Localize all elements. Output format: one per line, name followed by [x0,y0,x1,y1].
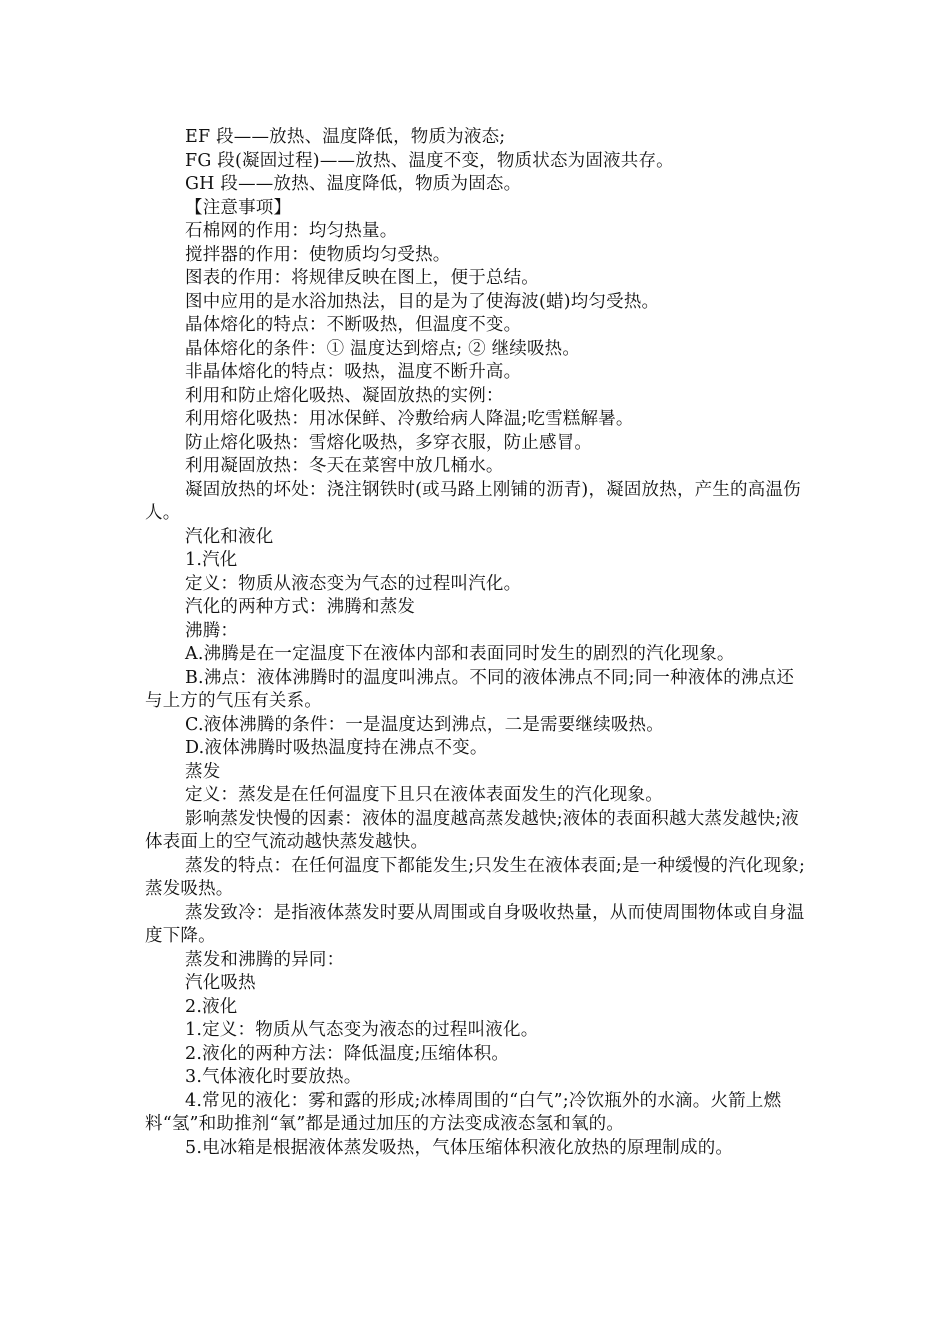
paragraph-boiling-d: D.液体沸腾时吸热温度持在沸点不变。 [185,738,488,758]
paragraph-vaporization-definition: 定义：物质从液态变为气态的过程叫汽化。 [185,573,522,594]
paragraph-use-melting: 利用熔化吸热：用冰保鲜、冷敷给病人降温;吃雪糕解暑。 [185,409,634,429]
paragraph-evaporative-cooling: 蒸发致冷：是指液体蒸发时要从周围或自身吸收热量，从而使周围物体或自身温度下降。 [145,902,805,946]
paragraph-examples-heading: 利用和防止熔化吸热、凝固放热的实例： [185,385,504,406]
section-heading-notes: 【注意事项】 [185,197,292,218]
subheading-liquefaction: 2.液化 [185,996,238,1017]
paragraph-water-bath: 图中应用的是水浴加热法，目的是为了使海波(蜡)均匀受热。 [185,291,660,312]
paragraph-solidifying-harm: 凝固放热的坏处：浇注钢铁时(或马路上刚铺的沥青)，凝固放热，产生的高温伤人。 [145,479,801,523]
paragraph-boiling-c: C.液体沸腾的条件：一是温度达到沸点，二是需要继续吸热。 [185,714,664,735]
paragraph-liquefaction-releases-heat: 3.气体液化时要放热。 [185,1067,362,1087]
paragraph-stirrer: 搅拌器的作用：使物质均匀受热。 [185,244,451,265]
paragraph-use-solidifying: 利用凝固放热：冬天在菜窖中放几桶水。 [185,456,504,476]
paragraph-amorphous-melting: 非晶体熔化的特点：吸热，温度不断升高。 [185,362,522,382]
paragraph-ef-segment: EF 段——放热、温度降低，物质为液态; [185,127,506,147]
paragraph-crystal-melting-condition: 晶体熔化的条件：① 温度达到熔点; ② 继续吸热。 [185,338,581,359]
section-heading-vaporization-liquefaction: 汽化和液化 [185,526,274,547]
paragraph-vaporization-methods: 汽化的两种方式：沸腾和蒸发 [185,597,416,617]
paragraph-evaporation-factors: 影响蒸发快慢的因素：液体的温度越高蒸发越快;液体的表面积越大蒸发越快;液体表面上的空气流动越快蒸发越快。 [145,808,799,852]
paragraph-common-liquefaction: 4.常见的液化：雾和露的形成;冰棒周围的“白气”;冷饮瓶外的水滴。火箭上燃料“氢”和助推剂“氧”都是通过加压的方法变成液态氢和氧的。 [145,1090,782,1134]
paragraph-evaporation-definition: 定义：蒸发是在任何温度下且只在液体表面发生的汽化现象。 [185,785,663,805]
paragraph-boiling-b: B.沸点：液体沸腾时的温度叫沸点。不同的液体沸点不同;同一种液体的沸点还与上方的气压有关系。 [145,667,795,711]
paragraph-gh-segment: GH 段——放热、温度降低，物质为固态。 [185,174,522,194]
paragraph-evaporation-features: 蒸发的特点：在任何温度下都能发生;只发生在液体表面;是一种缓慢的汽化现象;蒸发吸热。 [145,855,806,899]
paragraph-evaporation-vs-boiling: 蒸发和沸腾的异同： [185,949,345,970]
subheading-boiling: 沸腾： [185,620,239,641]
subheading-evaporation: 蒸发 [185,761,221,782]
subheading-vaporization: 1.汽化 [185,550,238,570]
paragraph-crystal-melting-feature: 晶体熔化的特点：不断吸热，但温度不变。 [185,315,522,335]
paragraph-fg-segment: FG 段(凝固过程)——放热、温度不变，物质状态为固液共存。 [185,150,674,171]
paragraph-asbestos-net: 石棉网的作用：均匀热量。 [185,221,398,241]
paragraph-liquefaction-definition: 1.定义：物质从气态变为液态的过程叫液化。 [185,1020,539,1040]
paragraph-boiling-a: A.沸腾是在一定温度下在液体内部和表面同时发生的剧烈的汽化现象。 [185,644,735,664]
paragraph-liquefaction-methods: 2.液化的两种方法：降低温度;压缩体积。 [185,1043,510,1064]
document-body [145,126,810,1160]
paragraph-prevent-melting: 防止熔化吸热：雪熔化吸热，多穿衣服，防止感冒。 [185,432,593,453]
paragraph-chart-purpose: 图表的作用：将规律反映在图上，便于总结。 [185,268,539,288]
paragraph-refrigerator: 5.电冰箱是根据液体蒸发吸热，气体压缩体积液化放热的原理制成的。 [185,1137,734,1158]
paragraph-vaporization-absorbs-heat: 汽化吸热 [185,973,256,993]
